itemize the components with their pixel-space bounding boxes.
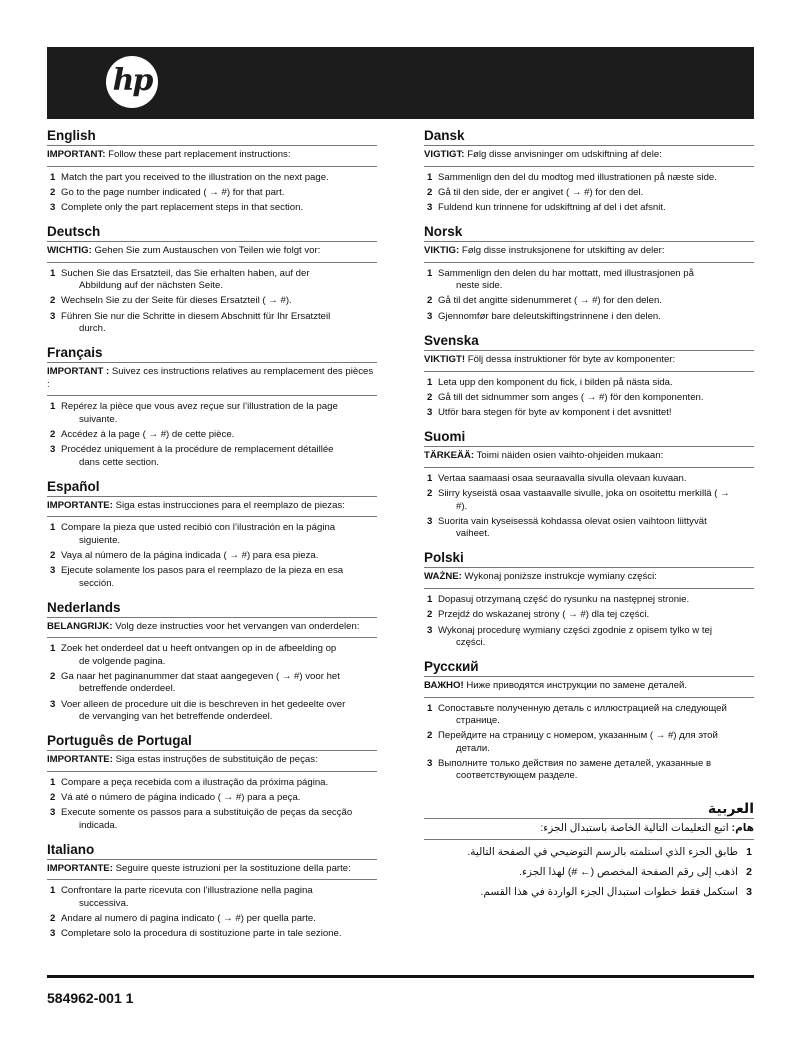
step-text: Suchen Sie das Ersatzteil, das Sie erhalten haben, auf der [61, 267, 310, 279]
steps-list [424, 172, 754, 215]
step-item [47, 550, 377, 562]
step-text-continued: de vervanging van het betreffende onderdeel. [79, 710, 273, 722]
important-text: Følg disse instruksjonene for utskifting av deler: [461, 245, 665, 257]
step-item [47, 295, 377, 307]
step-item [47, 928, 377, 940]
section-title: Dansk [424, 128, 465, 143]
section-deutsch [47, 223, 377, 335]
steps-list [424, 703, 754, 783]
step-text: استكمل فقط خطوات استبدال الجزء الواردة في هذا القسم. [480, 885, 738, 898]
step-item [424, 202, 754, 214]
step-item [424, 730, 754, 755]
step-text: Complete only the part replacement steps in that section. [61, 202, 304, 214]
important-label: IMPORTANT: [47, 149, 106, 160]
step-item [47, 187, 377, 199]
section-title: العربية [707, 800, 754, 817]
section-norsk [424, 223, 754, 323]
step-number: 2 [746, 865, 752, 878]
step-text: اذهب إلى رقم الصفحة المخصص (← #) لهذا الجزء. [519, 865, 738, 878]
step-number: 3 [427, 515, 433, 527]
step-text-continued: Abbildung auf der nächsten Seite. [79, 280, 224, 292]
important-text: Suivez ces instructions relatives au remplacement des pièces : [47, 366, 374, 390]
steps-list [47, 643, 377, 723]
step-item [424, 377, 754, 389]
step-text: Gjennomfør bare deleutskiftingstrinnene i den delen. [438, 310, 661, 322]
step-number: 2 [427, 609, 433, 621]
step-text: Перейдите на страницу с номером, указанным ( → #) для этой [438, 730, 718, 742]
right-column [424, 127, 754, 908]
step-text: Fuldend kun trinnene for udskiftning af del i det afsnit. [438, 202, 666, 214]
step-number: 3 [50, 698, 56, 710]
step-item [424, 392, 754, 404]
step-text-continued: suivante. [79, 413, 118, 425]
step-item [47, 671, 377, 696]
section-português-de-portugal [47, 732, 377, 832]
step-item [47, 401, 377, 426]
step-text: طابق الجزء الذي استلمته بالرسم التوضيحي في الصفحة التالية. [467, 845, 738, 858]
step-text-continued: #). [456, 500, 468, 512]
important-note [424, 818, 754, 840]
left-column [47, 127, 377, 950]
important-label: هام: [731, 822, 754, 835]
step-text: Sammenlign den delen du har mottatt, med illustrasjonen på [438, 267, 694, 279]
step-item [47, 885, 377, 910]
step-text-continued: sección. [79, 577, 115, 589]
steps-list [47, 401, 377, 468]
section-suomi [424, 428, 754, 540]
step-text-continued: de volgende pagina. [79, 655, 166, 667]
important-note [424, 567, 754, 589]
important-label: WICHTIG: [47, 245, 92, 257]
step-number: 1 [427, 593, 433, 605]
step-text: Wykonaj procedurę wymiany części zgodnie z opisem tylko w tej [438, 624, 712, 636]
step-item [47, 699, 377, 724]
step-item [424, 488, 754, 513]
step-text: Dopasuj otrzymaną część do rysunku na następnej stronie. [438, 593, 690, 605]
step-item [47, 643, 377, 668]
step-text: Confrontare la parte ricevuta con l’illustrazione nella pagina [61, 885, 313, 897]
important-text: Følg disse anvisninger om udskiftning af dele: [467, 149, 662, 160]
step-item [424, 516, 754, 541]
step-text-continued: детали. [456, 742, 490, 754]
step-text: Gå til den side, der er angivet ( → #) for den del. [438, 186, 644, 198]
step-text-continued: соответствующем разделе. [456, 770, 578, 782]
header-banner [47, 47, 754, 119]
step-text-continued: części. [456, 636, 486, 648]
step-text-continued: betreffende onderdeel. [79, 683, 176, 695]
section-français [47, 344, 377, 468]
step-text-continued: indicada. [79, 819, 118, 831]
step-item [424, 609, 754, 621]
step-text: Wechseln Sie zu der Seite für dieses Ersatzteil ( → #). [61, 295, 292, 307]
hp-logo [106, 56, 158, 108]
step-number: 1 [746, 845, 752, 858]
important-label: WAŻNE: [424, 571, 462, 583]
important-label: IMPORTANTE: [47, 754, 113, 766]
step-number: 3 [50, 202, 56, 214]
important-note [47, 750, 377, 772]
step-text: Completare solo la procedura di sostituzione parte in tale sezione. [61, 928, 342, 940]
step-text: Vá até o número de página indicado ( → #) para a peça. [61, 791, 301, 803]
step-number: 2 [50, 428, 56, 440]
step-text: Repérez la pièce que vous avez reçue sur l’illustration de la page [61, 401, 338, 413]
step-number: 3 [427, 757, 433, 769]
steps-list [47, 172, 377, 215]
important-note [47, 859, 377, 881]
important-label: IMPORTANTE: [47, 862, 113, 874]
step-number: 2 [50, 670, 56, 682]
step-number: 3 [50, 807, 56, 819]
important-text: Siga estas instrucciones para el reemplazo de piezas: [115, 499, 345, 511]
step-number: 1 [50, 885, 56, 897]
important-note [424, 241, 754, 263]
step-text: Przejdź do wskazanej strony ( → #) dla tej części. [438, 609, 650, 621]
steps-list [47, 885, 377, 940]
step-number: 3 [50, 444, 56, 456]
step-number: 2 [50, 912, 56, 924]
section-italiano [47, 841, 377, 941]
section-title: Español [47, 478, 100, 494]
section-title: Polski [424, 550, 464, 566]
step-item [47, 268, 377, 293]
important-note [424, 350, 754, 372]
important-label: VIGTIGT: [424, 149, 465, 160]
step-text: Выполните только действия по замене деталей, указанные в [438, 757, 712, 769]
step-number: 1 [50, 522, 56, 534]
section-english [47, 127, 377, 214]
step-number: 1 [427, 267, 433, 279]
step-number: 2 [50, 186, 56, 198]
section-title: Svenska [424, 333, 479, 349]
important-text: Följ dessa instruktioner för byte av komponenter: [467, 354, 676, 366]
step-number: 3 [427, 624, 433, 636]
section-español [47, 478, 377, 590]
step-text: Procédez uniquement à la procédure de remplacement détaillée [61, 444, 334, 456]
step-item [424, 594, 754, 606]
step-text: Match the part you received to the illustration on the next page. [61, 171, 329, 183]
steps-list [47, 777, 377, 832]
step-text: Sammenlign den del du modtog med illustrationen på næste side. [438, 171, 717, 183]
step-item [424, 268, 754, 293]
important-label: BELANGRIJK: [47, 620, 113, 632]
step-number: 2 [50, 791, 56, 803]
step-text-continued: dans cette section. [79, 456, 159, 468]
important-text: Volg deze instructies voor het vervangen van onderdelen: [115, 620, 360, 632]
important-note [424, 446, 754, 468]
step-text: Siirry kyseistä osaa vastaavalle sivulle, joka on osoitettu merkillä ( → [438, 488, 730, 500]
step-text: Accédez à la page ( → #) de cette pièce. [61, 428, 235, 440]
section-arabic [424, 800, 754, 899]
step-text-continued: vaiheet. [456, 528, 490, 540]
step-text: Utför bara stegen för byte av komponent i det avsnittet! [438, 407, 672, 419]
step-text-continued: successiva. [79, 897, 129, 909]
steps-list [47, 268, 377, 335]
step-item [47, 172, 377, 184]
important-note [424, 145, 754, 167]
step-text: Andare al numero di pagina indicato ( → #) per quella parte. [61, 912, 316, 924]
step-number: 1 [50, 776, 56, 788]
step-number: 3 [427, 310, 433, 322]
step-text: Vaya al número de la página indicada ( → #) para esa pieza. [61, 549, 319, 561]
step-number: 3 [50, 928, 56, 940]
step-number: 2 [427, 295, 433, 307]
important-note [424, 676, 754, 698]
step-text-continued: durch. [79, 323, 106, 335]
step-item [47, 202, 377, 214]
section-title: Italiano [47, 841, 95, 857]
important-label: TÄRKEÄÄ: [424, 450, 475, 462]
step-item [47, 444, 377, 469]
right-column-sections [424, 127, 754, 782]
step-item [424, 865, 754, 879]
important-note [47, 241, 377, 263]
step-text: Voer alleen de procedure uit die is beschreven in het gedeelte over [61, 698, 346, 710]
step-item [47, 565, 377, 590]
important-label: IMPORTANT : [47, 366, 110, 378]
step-item [47, 311, 377, 336]
section-svenska [424, 332, 754, 419]
important-text: Toimi näiden osien vaihto-ohjeiden mukaan: [476, 450, 664, 462]
important-note [47, 145, 377, 167]
step-text-continued: siguiente. [79, 534, 121, 546]
step-number: 3 [427, 407, 433, 419]
step-text: Zoek het onderdeel dat u heeft ontvangen op in de afbeelding op [61, 643, 337, 655]
step-text: Сопоставьте полученную деталь с иллюстрацией на следующей [438, 702, 727, 714]
step-item [424, 473, 754, 485]
step-number: 3 [50, 310, 56, 322]
section-title: Português de Portugal [47, 733, 192, 749]
step-item [47, 522, 377, 547]
step-number: 3 [50, 565, 56, 577]
important-text: Wykonaj poniższe instrukcje wymiany części: [464, 571, 657, 583]
step-text-continued: странице. [456, 714, 500, 726]
important-label: VIKTIG: [424, 245, 460, 257]
step-number: 2 [427, 730, 433, 742]
important-label: ВАЖНО! [424, 680, 464, 692]
step-text: Compare la pieza que usted recibió con l’ilustración en la página [61, 522, 336, 534]
step-number: 1 [50, 643, 56, 655]
step-item [424, 311, 754, 323]
step-number: 2 [427, 391, 433, 403]
important-note [47, 617, 377, 639]
document-number: 584962-001 1 [47, 990, 134, 1006]
step-number: 2 [50, 549, 56, 561]
important-text: Siga estas instruções de substituição de peças: [115, 754, 318, 766]
important-text: Gehen Sie zum Austauschen von Teilen wie folgt vor: [94, 245, 321, 257]
section-title: Norsk [424, 224, 463, 240]
step-item [424, 845, 754, 859]
step-item [424, 172, 754, 184]
section-title: Français [47, 345, 103, 361]
section-nederlands [47, 599, 377, 723]
steps-list [424, 377, 754, 420]
step-item [424, 295, 754, 307]
section-title: Русский [424, 659, 479, 675]
step-text: Execute somente os passos para a substituição de peças da secção [61, 807, 353, 819]
important-label: VIKTIGT! [424, 354, 466, 366]
step-text: Ga naar het paginanummer dat staat aangegeven ( → #) voor het [61, 670, 340, 682]
step-text: Gå til det angitte sidenummeret ( → #) for den delen. [438, 295, 662, 307]
step-item [47, 913, 377, 925]
steps-list [424, 473, 754, 540]
section-русский [424, 658, 754, 782]
section-dansk [424, 127, 754, 214]
step-text: Suorita vain kyseisessä kohdassa olevat osien vaihtoon liittyvät [438, 515, 707, 527]
important-note [47, 362, 377, 396]
section-title: English [47, 128, 96, 143]
important-text: Ниже приводятся инструкции по замене деталей. [466, 680, 688, 692]
section-title: Suomi [424, 429, 466, 445]
step-text: Compare a peça recebida com a ilustração da próxima página. [61, 776, 329, 788]
step-item [424, 885, 754, 899]
steps-list [424, 594, 754, 649]
step-number: 1 [427, 376, 433, 388]
section-polski [424, 549, 754, 649]
section-title: Deutsch [47, 224, 101, 240]
step-text-continued: neste side. [456, 280, 503, 292]
important-text: اتبع التعليمات التالية الخاصة باستبدال الجزء: [540, 822, 729, 835]
important-text: Seguire queste istruzioni per la sostituzione della parte: [115, 862, 351, 874]
step-item [47, 429, 377, 441]
step-number: 1 [50, 401, 56, 413]
step-item [47, 792, 377, 804]
step-text: Leta upp den komponent du fick, i bilden på nästa sida. [438, 376, 673, 388]
step-item [424, 187, 754, 199]
step-number: 2 [427, 488, 433, 500]
step-number: 1 [50, 267, 56, 279]
important-text: Follow these part replacement instructions: [108, 149, 291, 160]
step-number: 2 [50, 295, 56, 307]
important-label: IMPORTANTE: [47, 499, 113, 511]
steps-list [424, 845, 754, 899]
step-number: 3 [746, 885, 752, 898]
hp-logo-text: hp [112, 63, 152, 98]
step-item [424, 407, 754, 419]
step-item [47, 777, 377, 789]
step-item [424, 625, 754, 650]
important-note [47, 496, 377, 518]
step-item [47, 807, 377, 832]
step-item [424, 703, 754, 728]
step-number: 2 [427, 186, 433, 198]
steps-list [47, 522, 377, 589]
step-number: 3 [427, 202, 433, 214]
section-title: Nederlands [47, 599, 121, 615]
step-number: 1 [427, 171, 433, 183]
step-text: Gå till det sidnummer som anges ( → #) för den komponenten. [438, 391, 704, 403]
step-text: Go to the page number indicated ( → #) for that part. [61, 186, 285, 198]
step-number: 1 [50, 171, 56, 183]
step-text: Vertaa saamaasi osaa seuraavalla sivulla olevaan kuvaan. [438, 472, 687, 484]
step-number: 1 [427, 472, 433, 484]
step-number: 1 [427, 702, 433, 714]
step-text: Ejecute solamente los pasos para el reemplazo de la pieza en esa [61, 565, 344, 577]
steps-list [424, 268, 754, 323]
step-text: Führen Sie nur die Schritte in diesem Abschnitt für Ihr Ersatzteil [61, 310, 331, 322]
step-item [424, 758, 754, 783]
footer-rule [47, 975, 754, 978]
